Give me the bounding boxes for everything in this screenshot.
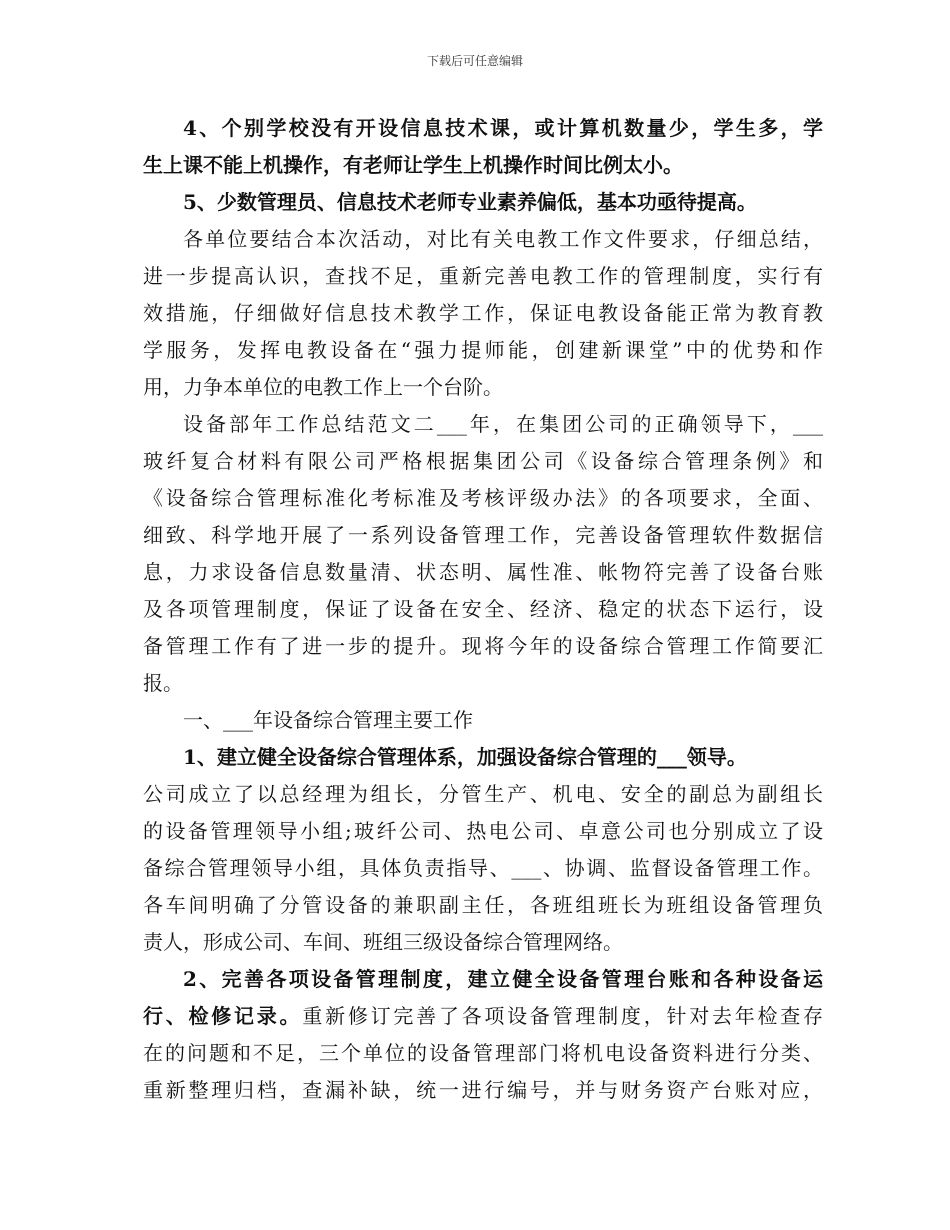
text-line: 公司成立了以总经理为组长，分管生产、机电、安全的副总为副组长 bbox=[143, 782, 823, 806]
text-line: 4、个别学校没有开设信息技术课，或计算机数量少，学生多，学 bbox=[183, 116, 823, 140]
text-line: 的设备管理领导小组;玻纤公司、热电公司、卓意公司也分别成立了设 bbox=[143, 819, 823, 843]
text-segment: 重新修订完善了各项设备管理制度，针对去年检查存 bbox=[302, 1004, 823, 1028]
text-line: 效措施，仔细做好信息技术教学工作，保证电教设备能正常为教育教 bbox=[143, 301, 823, 325]
text-line: 备管理工作有了进一步的提升。现将今年的设备综合管理工作简要汇 bbox=[143, 634, 823, 658]
text-line: 学服务，发挥电教设备在“强力提师能，创建新课堂”中的优势和作 bbox=[143, 338, 823, 362]
text-line: 及各项管理制度，保证了设备在安全、经济、稳定的状态下运行，设 bbox=[143, 597, 823, 621]
text-line: 进一步提高认识，查找不足，重新完善电教工作的管理制度，实行有 bbox=[143, 264, 823, 288]
text-line: 一、___年设备综合管理主要工作 bbox=[183, 708, 473, 732]
text-line: 细致、科学地开展了一系列设备管理工作，完善设备管理软件数据信 bbox=[143, 523, 823, 547]
text-line bbox=[143, 998, 823, 1035]
text-line: 重新整理归档，查漏补缺，统一进行编号，并与财务资产台账对应， bbox=[143, 1078, 823, 1102]
text-line: 5、少数管理员、信息技术老师专业素养偏低，基本功亟待提高。 bbox=[183, 190, 757, 214]
text-line: 用，力争本单位的电教工作上一个台阶。 bbox=[143, 375, 503, 399]
text-line: 责人，形成公司、车间、班组三级设备综合管理网络。 bbox=[143, 930, 623, 954]
text-line: 各单位要结合本次活动，对比有关电教工作文件要求，仔细总结， bbox=[183, 227, 823, 251]
text-line: 备综合管理领导小组，具体负责指导、___、协调、监督设备管理工作。 bbox=[143, 856, 823, 880]
text-line: 在的问题和不足，三个单位的设备管理部门将机电设备资料进行分类、 bbox=[143, 1041, 823, 1065]
text-line: 2、完善各项设备管理制度，建立健全设备管理台账和各种设备运 bbox=[183, 967, 823, 991]
text-line: 息，力求设备信息数量清、状态明、属性准、帐物符完善了设备台账 bbox=[143, 560, 823, 584]
text-line: 玻纤复合材料有限公司严格根据集团公司《设备综合管理条例》和 bbox=[143, 449, 823, 473]
text-line: 生上课不能上机操作，有老师让学生上机操作时间比例太小。 bbox=[143, 153, 683, 177]
page-header: 下载后可任意编辑 bbox=[426, 54, 523, 68]
text-line: 设备部年工作总结范文二___年，在集团公司的正确领导下，___ bbox=[183, 412, 823, 436]
text-line: 《设备综合管理标准化考标准及考核评级办法》的各项要求，全面、 bbox=[143, 486, 823, 510]
text-segment: 行、检修记录。 bbox=[143, 1004, 303, 1028]
document-body bbox=[143, 110, 823, 1109]
text-line: 各车间明确了分管设备的兼职副主任，各班组班长为班组设备管理负 bbox=[143, 893, 823, 917]
text-line: 报。 bbox=[143, 671, 183, 695]
text-line: 1、建立健全设备综合管理体系，加强设备综合管理的___领导。 bbox=[183, 745, 747, 769]
